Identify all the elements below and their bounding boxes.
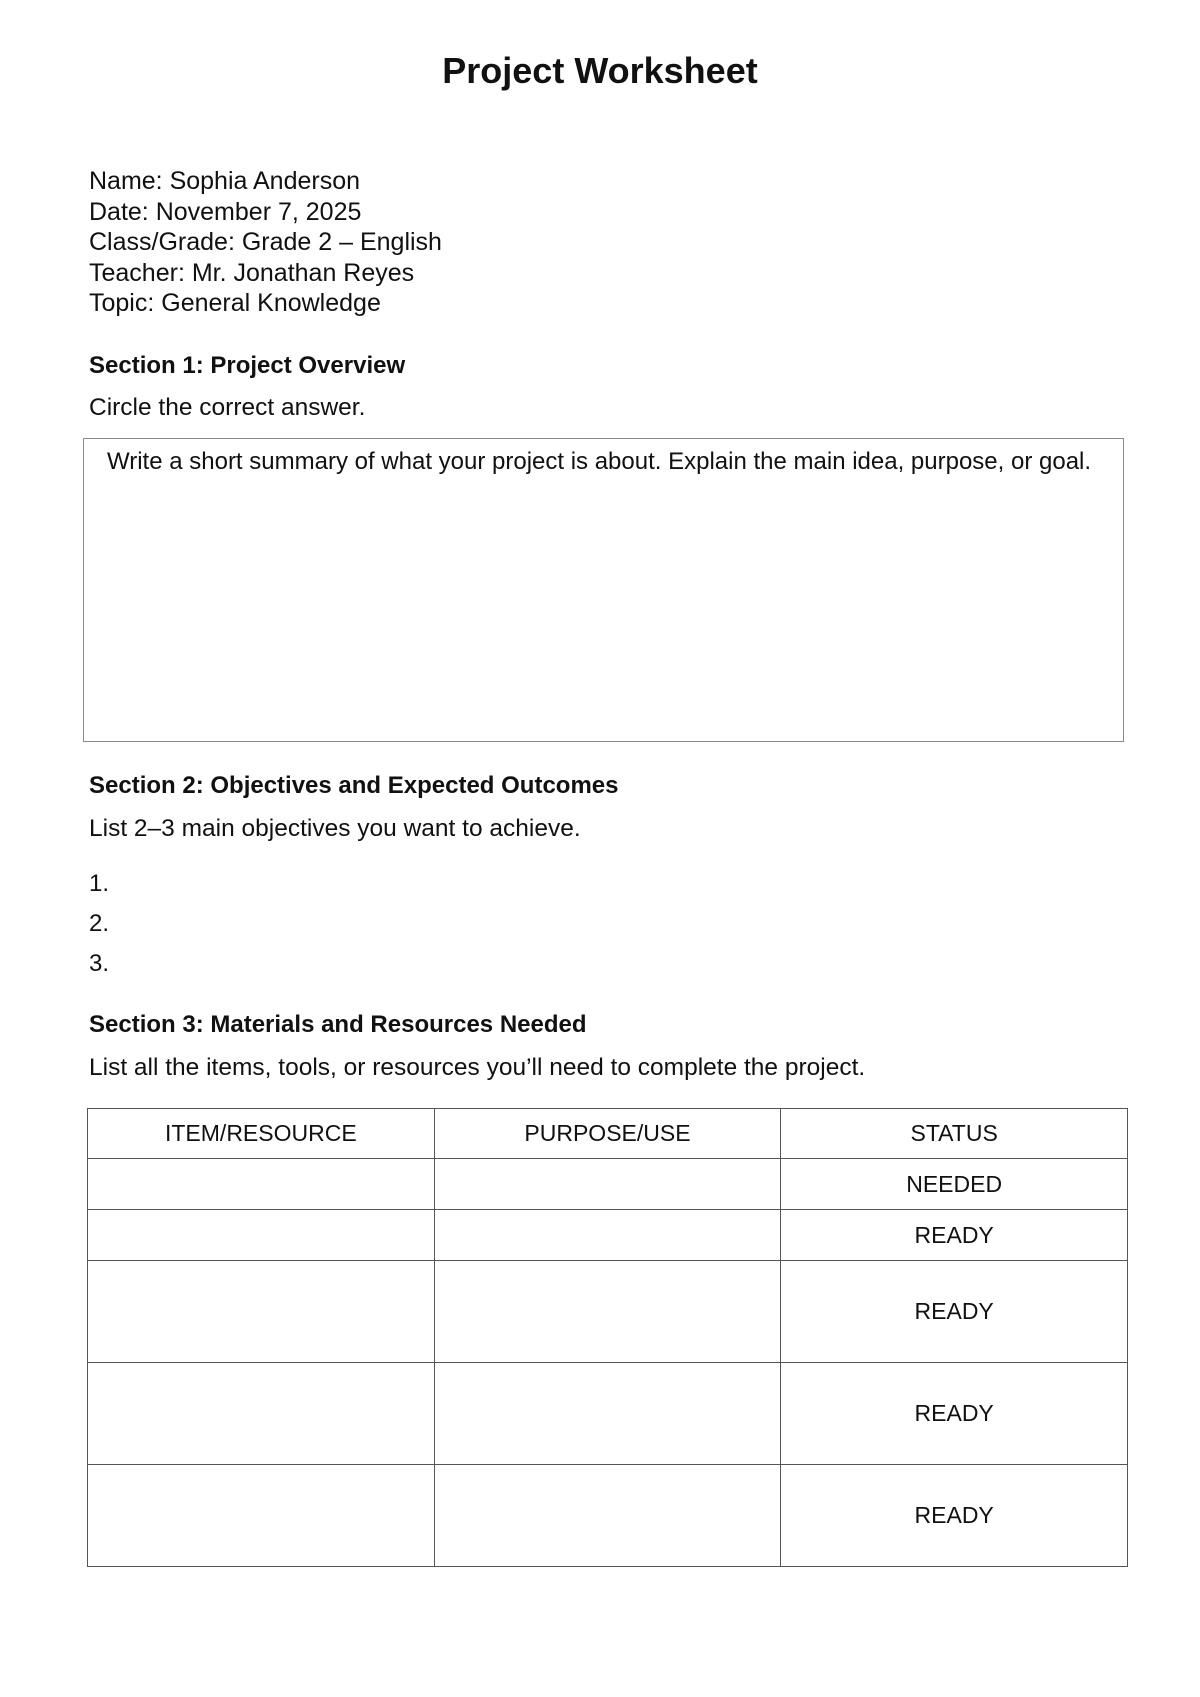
section-1-instruction: Circle the correct answer. — [89, 394, 366, 421]
table-row — [88, 1363, 1128, 1465]
section-3-instruction: List all the items, tools, or resources you’ll need to complete the project. — [89, 1054, 866, 1081]
status-cell: READY — [781, 1363, 1128, 1465]
purpose-cell[interactable] — [434, 1210, 781, 1261]
info-class-grade: Class/Grade: Grade 2 – English — [89, 228, 442, 256]
status-cell: READY — [781, 1210, 1128, 1261]
info-date: Date: November 7, 2025 — [89, 197, 362, 226]
info-teacher: Teacher: Mr. Jonathan Reyes — [89, 258, 415, 287]
objective-item-2[interactable]: 2. — [89, 910, 110, 937]
status-cell: READY — [781, 1261, 1128, 1363]
materials-table — [87, 1108, 1128, 1567]
purpose-cell[interactable] — [434, 1159, 781, 1210]
project-summary-box[interactable] — [83, 438, 1124, 742]
item-cell[interactable] — [88, 1465, 435, 1567]
objective-item-3[interactable]: 3. — [89, 950, 110, 977]
purpose-cell[interactable] — [434, 1465, 781, 1567]
column-header-status: STATUS — [781, 1109, 1128, 1159]
purpose-cell[interactable] — [434, 1363, 781, 1465]
info-topic: Topic: General Knowledge — [89, 289, 381, 317]
column-header-purpose: PURPOSE/USE — [434, 1109, 781, 1159]
objective-item-1[interactable]: 1. — [89, 870, 110, 897]
page-title: Project Worksheet — [442, 50, 758, 91]
student-info — [89, 166, 442, 319]
section-2-heading: Section 2: Objectives and Expected Outcomes — [89, 772, 619, 799]
section-2-instruction: List 2–3 main objectives you want to achieve. — [89, 815, 581, 842]
status-cell: READY — [781, 1465, 1128, 1567]
item-cell[interactable] — [88, 1261, 435, 1363]
item-cell[interactable] — [88, 1210, 435, 1261]
purpose-cell[interactable] — [434, 1261, 781, 1363]
objectives-list — [89, 864, 109, 984]
table-row — [88, 1159, 1128, 1210]
table-row — [88, 1261, 1128, 1363]
status-cell: NEEDED — [781, 1159, 1128, 1210]
info-name: Name: Sophia Anderson — [89, 167, 361, 195]
summary-prompt: Write a short summary of what your project is about. Explain the main idea, purpose, or goal. — [107, 448, 1092, 475]
table-row — [88, 1465, 1128, 1567]
item-cell[interactable] — [88, 1363, 435, 1465]
section-3-heading: Section 3: Materials and Resources Needed — [89, 1011, 587, 1038]
table-header-row — [88, 1109, 1128, 1159]
section-1-heading: Section 1: Project Overview — [89, 352, 406, 379]
item-cell[interactable] — [88, 1159, 435, 1210]
table-row — [88, 1210, 1128, 1261]
column-header-item: ITEM/RESOURCE — [88, 1109, 435, 1159]
